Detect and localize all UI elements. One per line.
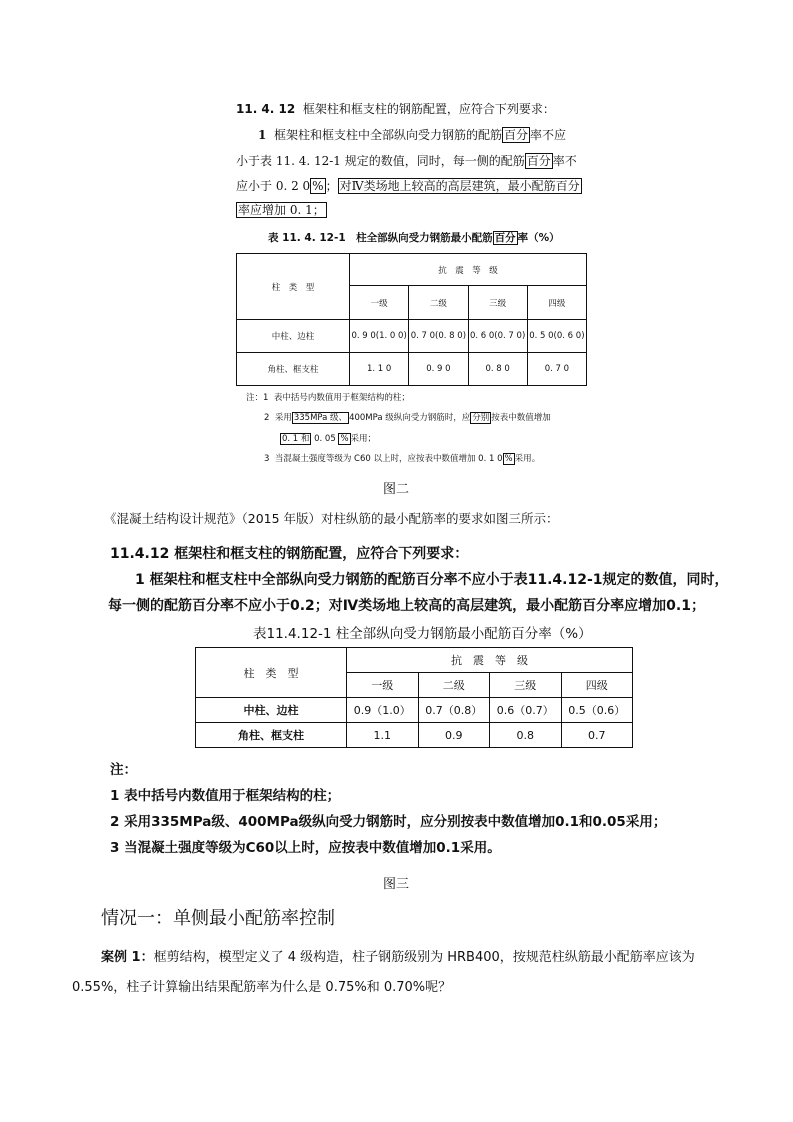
fig2-cell: 1. 1 0 [350,353,409,386]
fig2-grade-1: 一级 [350,286,409,320]
fig2-boxed-text: % [312,179,324,193]
fig2-note-text: 0. 05 [311,434,339,444]
fig2-note-text: 采用 [274,413,292,423]
fig3-note-3: 3 当混凝土强度等级为C60以上时，应按表中数值增加0.1采用。 [110,840,501,856]
fig3-cell: 0.6（0.7） [490,698,562,723]
fig2-text: 小于表 11. 4. 12-1 规定的数值，同时，每一侧的配筋 [236,154,525,168]
fig2-boxed-text: 分别 [472,413,490,423]
fig2-boxed-text: 百分 [526,154,551,168]
fig3-table-row [196,698,633,723]
fig2-note-1 [246,388,410,408]
case-line-2: 0.55%，柱子计算输出结果配筋率为什么是 0.75%和 0.70%呢？ [72,980,452,995]
fig3-grade-2: 二级 [418,673,490,698]
fig3-cell: 0.7 [561,723,633,748]
fig3-note-1: 1 表中括号内数值用于框架结构的柱； [110,788,341,804]
fig2-text: ； [325,179,338,193]
fig2-text: 应小于 0. 2 0 [236,179,311,193]
fig3-caption: 图三 [383,877,410,892]
fig3-note-2: 2 采用335MPa级、400MPa级纵向受力钢筋时，应分别按表中数值增加0.1和0.05采用； [110,814,667,830]
fig2-boxed-text: % [504,454,513,464]
fig2-note-text: 按表中数值增加 [491,413,551,423]
fig2-note-text: 400MPa 级纵向受力钢筋时，应 [349,413,471,423]
fig2-boxed-text: 率应增加 0. 1； [238,203,325,217]
fig2-text: 率不应 [530,128,567,142]
fig3-cell: 0.9 [418,723,490,748]
fig2-text: 率不 [552,154,577,168]
fig2-grade-4: 四级 [527,286,586,320]
fig2-row2-label: 角柱、框支柱 [237,353,350,386]
intro-paragraph: 《混凝土结构设计规范》（2015 年版）对柱纵筋的最小配筋率的要求如图三所示： [104,511,559,526]
fig2-heading-number: 11. 4. 12 [236,102,296,116]
fig2-cell: 0. 8 0 [468,353,527,386]
fig2-cell: 0. 5 0(0. 6 0) [527,320,586,353]
fig2-note-3 [264,449,540,469]
fig2-note-2 [264,408,551,428]
fig3-cell: 0.7（0.8） [418,698,490,723]
fig2-heading [236,100,555,117]
fig2-row1-label: 中柱、边柱 [237,320,350,353]
fig2-cell: 0. 9 0 [409,353,468,386]
fig3-grade-4: 四级 [561,673,633,698]
fig2-table-row [237,320,587,353]
fig3-note-label: 注： [110,762,137,778]
fig2-col-grade: 抗 震 等 级 [350,254,587,286]
fig2-note-text: 采用； [350,434,377,444]
fig3-table [195,647,633,748]
fig2-para-line-1 [258,126,566,143]
fig3-row1-label: 中柱、边柱 [196,698,347,723]
section-title: 情况一：单侧最小配筋率控制 [101,908,335,929]
fig2-caption: 图二 [383,482,410,497]
fig2-boxed-text: 百分 [494,232,516,244]
fig2-grade-3: 三级 [468,286,527,320]
fig3-grade-3: 三级 [490,673,562,698]
fig2-cell: 0. 7 0(0. 8 0) [409,320,468,353]
fig2-boxed-text: 0. 1 和 [282,434,310,444]
fig3-cell: 0.5（0.6） [561,698,633,723]
fig2-table-row [237,353,587,386]
fig2-boxed-text: 335MPa 级、 [293,413,348,423]
fig3-row2-label: 角柱、框支柱 [196,723,347,748]
fig2-caption-text: 率（%） [517,232,560,244]
fig2-para-line-2 [236,152,577,169]
fig3-cell: 0.9（1.0） [347,698,419,723]
fig3-col-type: 柱 类 型 [196,648,347,698]
fig2-para-line-4 [236,201,327,218]
fig2-caption-text: 表 11. 4. 12-1 柱全部纵向受力钢筋最小配筋 [268,232,493,244]
fig2-grade-2: 二级 [409,286,468,320]
fig3-cell: 1.1 [347,723,419,748]
fig3-table-caption: 表11.4.12-1 柱全部纵向受力钢筋最小配筋百分率（%） [253,626,592,642]
fig2-note-text: 采用。 [514,454,541,464]
fig3-table-row [196,723,633,748]
fig2-note-text: 表中括号内数值用于框架结构的柱； [273,393,410,403]
case-label: 案例 1： [101,950,154,965]
fig2-heading-text: 框架柱和框支柱的钢筋配置，应符合下列要求： [302,102,555,116]
fig3-para-line-2: 每一侧的配筋百分率不应小于0.2；对Ⅳ类场地上较高的高层建筑，最小配筋百分率应增加0.1； [108,598,705,614]
fig2-cell: 0. 7 0 [527,353,586,386]
fig3-cell: 0.8 [490,723,562,748]
fig2-table-caption [268,230,560,245]
fig2-table [236,253,587,386]
fig2-text: 框架柱和框支柱中全部纵向受力钢筋的配筋 [274,128,503,142]
fig2-note-2-cont [280,429,376,449]
fig2-boxed-text: % [340,434,349,444]
fig2-cell: 0. 9 0(1. 0 0) [350,320,409,353]
fig2-note-number: 2 [264,413,270,423]
fig2-cell: 0. 6 0(0. 7 0) [468,320,527,353]
fig2-note-number: 3 [264,454,270,464]
fig2-boxed-text: 对Ⅳ类场地上较高的高层建筑，最小配筋百分 [339,179,580,193]
case-line-1 [101,946,695,965]
fig2-col-type: 柱 类 型 [237,254,350,320]
fig2-note-label: 注：1 [246,393,269,403]
fig2-para-line-3 [236,177,582,194]
case-text: 框剪结构，模型定义了 4 级构造，柱子钢筋级别为 HRB400，按规范柱纵筋最小配筋率应该为 [153,950,695,965]
fig2-para-number: 1 [258,128,267,142]
fig2-boxed-text: 百分 [504,128,529,142]
fig2-note-text: 当混凝土强度等级为 C60 以上时，应按表中数值增加 0. 1 0 [274,454,503,464]
fig3-grade-1: 一级 [347,673,419,698]
fig3-heading: 11.4.12 框架柱和框支柱的钢筋配置，应符合下列要求： [110,546,469,562]
fig3-para-line-1: 1 框架柱和框支柱中全部纵向受力钢筋的配筋百分率不应小于表11.4.12-1规定的数值，同时， [135,572,729,588]
fig3-col-grade: 抗 震 等 级 [347,648,633,673]
